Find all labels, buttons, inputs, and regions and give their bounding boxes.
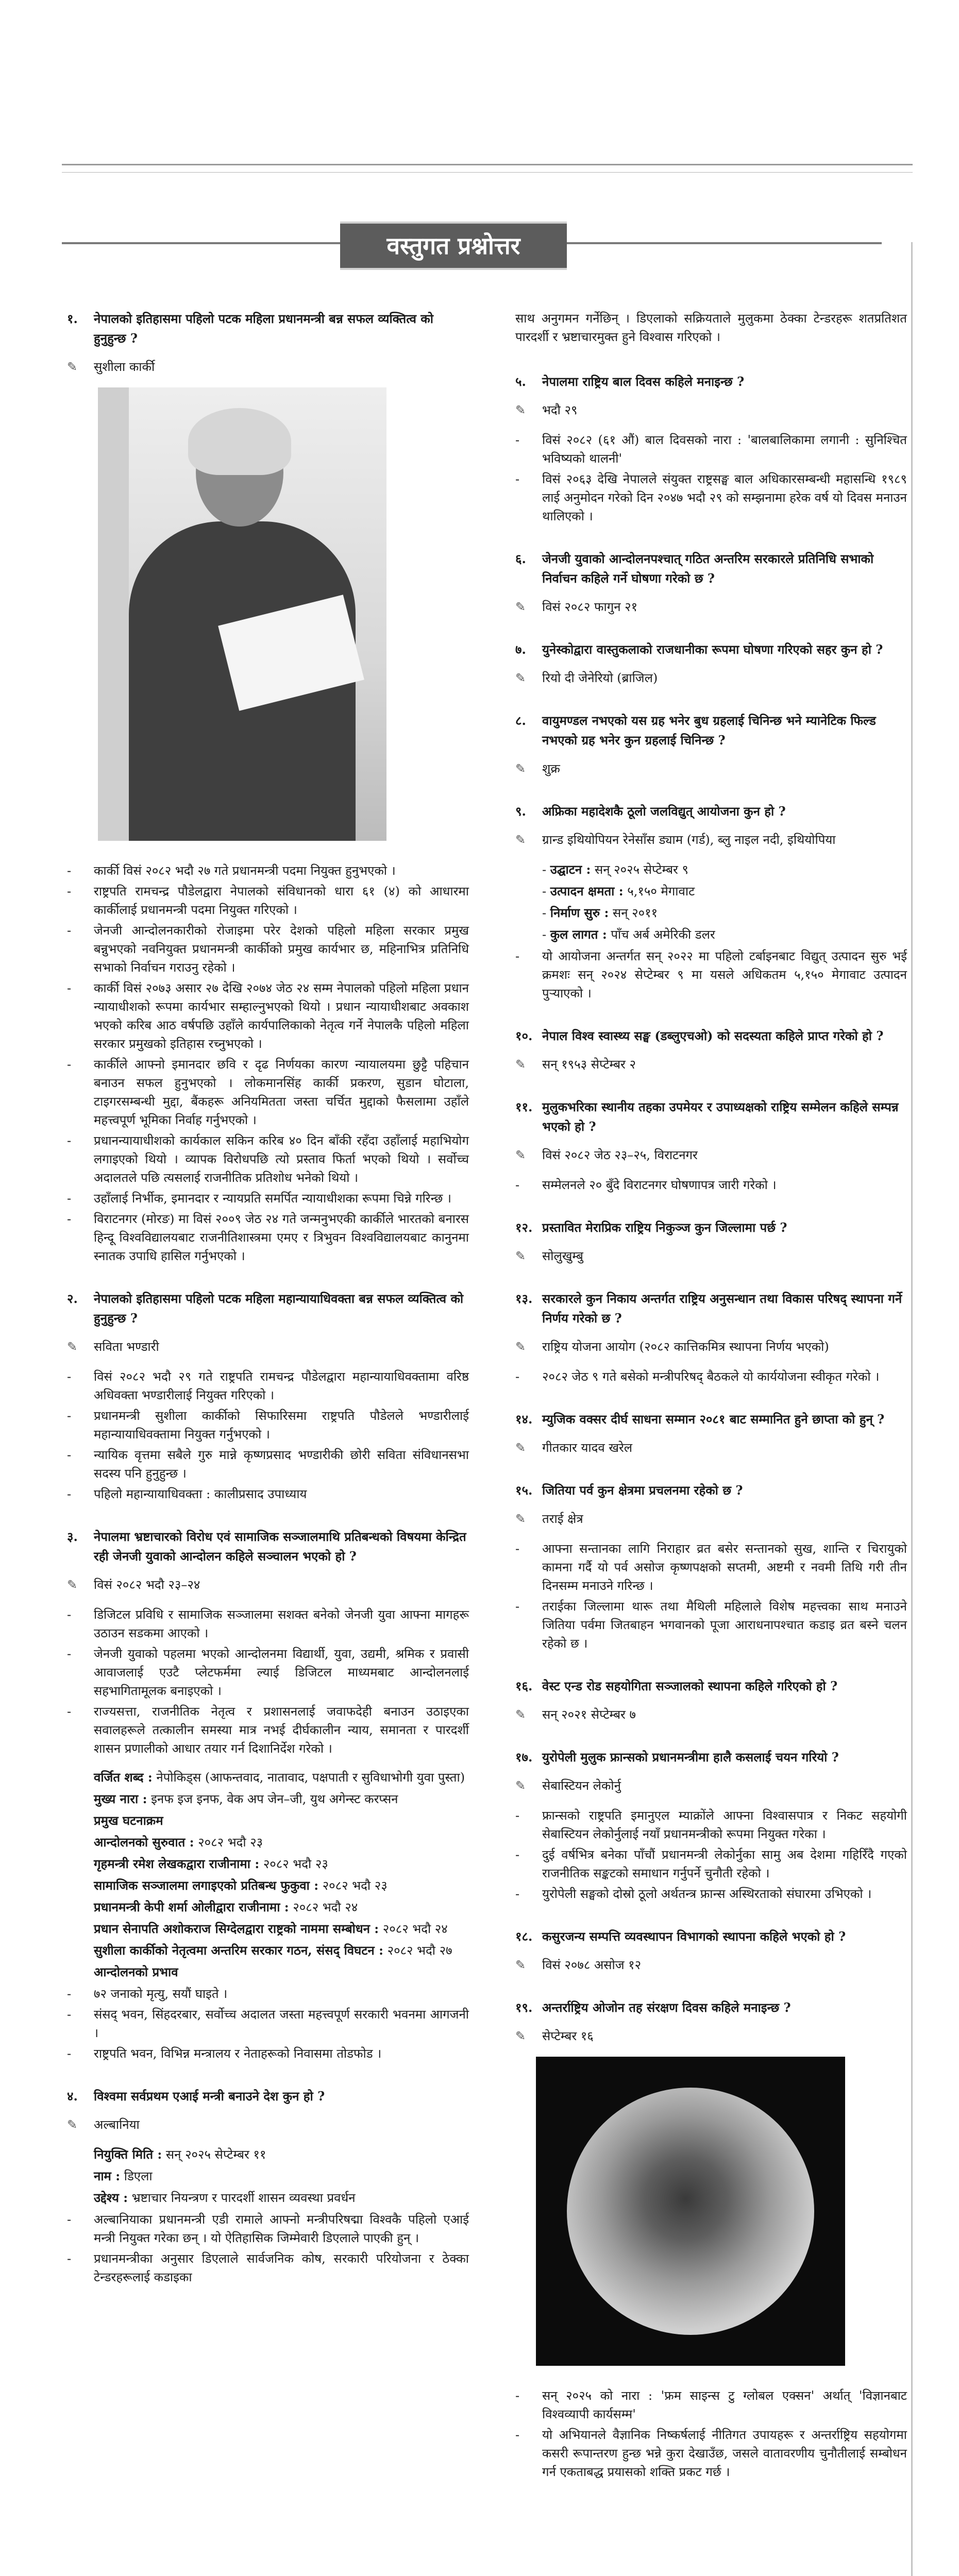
fact-line: सामाजिक सञ्जालमा लगाइएको प्रतिबन्ध फुकुवा : २०८२ भदौ २३ xyxy=(94,1878,388,1893)
points-list xyxy=(67,1985,469,2063)
question-11: ११. मुलुकभरिका स्थानीय तहका उपमेयर र उपाध्यक्षको राष्ट्रिय सम्मेलन कहिले सम्पन्न भएको हो ? ✎ विसं २०८२ जेठ २३–२५, विराटनगर - सम्मेलनले २० बुँदे विराटनगर घोषणापत्र जारी गरेको । xyxy=(515,1097,907,1194)
list-item: - आफ्ना सन्तानका लागि निराहार व्रत बसेर सन्तानको सुख, शान्ति र चिरायुको कामना गर्दै यो पर्व असोज कृष्णपक्षको सप्तमी, अष्टमी र नवमी तिथि गरी तीन दिनसम्म मनाउने गरिन्छ । xyxy=(515,1541,907,1593)
fact-line: आन्दोलनको सुरुवात : २०८२ भदौ २३ xyxy=(94,1835,263,1850)
list-item: - सन् २०२५ को नारा : 'फ्रम साइन्स टु ग्लोबल एक्सन' अर्थात् 'विज्ञानबाट विश्वव्यापी कार्यसम्म' xyxy=(515,2388,907,2421)
section-header xyxy=(0,216,959,273)
list-item: - विसं २०८२ (६१ औं) बाल दिवसको नारा : 'बालबालिकामा लगानी : सुनिश्चित भविष्यको थालनी' xyxy=(515,433,907,466)
pencil-icon: ✎ xyxy=(515,1707,526,1722)
question-14: १४. म्युजिक वक्सर दीर्घ साधना सम्मान २०८१ बाट सम्मानित हुने छाप्ता को हुन् ? ✎ गीतकार यादव खरेल xyxy=(515,1410,907,1457)
pencil-icon: ✎ xyxy=(515,1057,526,1072)
question-9: ९. अफ्रिका महादेशकै ठूलो जलविद्युत् आयोजना कुन हो ? ✎ ग्रान्ड इथियोपियन रेनेसाँस ड्याम (गर्ड), ब्लु नाइल नदी, इथियोपिया - उद्घाटन : सन् २०२५ सेप्टेम्बर ९ - उत्पादन क्षमता : ५,१५० मेगावाट - निर्माण सुरु : सन् २०११ - कुल लागत : पाँच अर्ब अमेरिकी डलर - यो आयोजना अन्तर्गत सन् २०२२ मा पहिलो टर्बाइनबाट विद्युत् उत्पादन सुरु भई क्रमशः सन् २०२४ सेप्टेम्बर ९ मा यसले अधिकतम ५,१५० मेगावाट उत्पादन पुऱ्याएको । xyxy=(515,802,907,1003)
list-item: - कार्कीले आफ्नो इमानदार छवि र दृढ निर्णयका कारण न्यायालयमा छुट्टै पहिचान बनाउन सफल हुनुभएको । लोकमानसिंह कार्की प्रकरण, सुडान घोटाला, टाइगरसम्बन्धी मुद्दा, बैंकहरू अनियमितता जस्ता चर्चित मुद्दाको फैसलामा उहाँले महत्त्वपूर्ण भूमिका निर्वाह गर्नुभएको । xyxy=(67,1057,469,1127)
fact-line: नियुक्ति मिति : सन् २०२५ सेप्टेम्बर ११ xyxy=(94,2147,266,2162)
pencil-icon: ✎ xyxy=(67,2117,78,2132)
pencil-icon: ✎ xyxy=(67,1578,78,1592)
list-item: - जेनजी युवाको पहलमा भएको आन्दोलनमा विद्यार्थी, युवा, उद्यमी, श्रमिक र प्रवासी आवाजलाई एउटै प्लेटफर्ममा ल्याई डिजिटल माध्यमबाट आन्दोलनलाई सहभागितामूलक बनाइएको । xyxy=(67,1647,469,1698)
question-number: २. xyxy=(67,1291,78,1306)
fact-line: आन्दोलनको प्रभाव xyxy=(94,1964,178,1979)
question-number: ३. xyxy=(67,1529,78,1544)
list-item: - उहाँलाई निर्भीक, इमानदार र न्यायप्रति समर्पित न्यायाधीशका रूपमा चिन्ने गरिन्छ । xyxy=(67,1191,452,1206)
list-item: - प्रधानमन्त्रीका अनुसार डिएलाले सार्वजनिक कोष, सरकारी परियोजना र ठेक्का टेन्डरहरूलाई कडाइका xyxy=(67,2251,469,2284)
fact-line: - उद्घाटन : सन् २०२५ सेप्टेम्बर ९ xyxy=(542,862,688,877)
pencil-icon: ✎ xyxy=(515,1512,526,1526)
points-list xyxy=(67,2210,469,2286)
right-column xyxy=(515,309,907,2505)
list-item: - यो अभियानले वैज्ञानिक निष्कर्षलाई नीतिगत उपायहरू र अन्तर्राष्ट्रिय सहयोगमा कसरी रूपान्तरण हुन्छ भन्ने कुरा देखाउँछ, जसले वातावरणीय चुनौतीलाई सम्बोधन गर्न एकताबद्ध प्रयासको शक्ति प्रकट गर्छ । xyxy=(515,2428,907,2479)
list-item: - सम्मेलनले २० बुँदे विराटनगर घोषणापत्र जारी गरेको । xyxy=(515,1178,777,1192)
question-3 xyxy=(67,1527,469,2063)
list-item: - संसद् भवन, सिंहदरबार, सर्वोच्च अदालत जस्ता महत्त्वपूर्ण सरकारी भवनमा आगजनी । xyxy=(67,2007,469,2040)
pencil-icon: ✎ xyxy=(515,761,526,776)
question-18: १८. कसुरजन्य सम्पत्ति व्यवस्थापन विभागको स्थापना कहिले भएको हो ? ✎ विसं २०७८ असोज १२ xyxy=(515,1927,907,1974)
question-8: ८. वायुमण्डल नभएको यस ग्रह भनेर बुध ग्रहलाई चिनिन्छ भने म्यानेटिक फिल्ड नभएको ग्रह भनेर कुन ग्रहलाई चिनिन्छ ? ✎ शुक्र xyxy=(515,711,907,778)
list-item: - कार्की विसं २०७३ असार २७ देखि २०७४ जेठ २४ सम्म नेपालको पहिलो महिला प्रधान न्यायाधीशको रूपमा कार्यभार सम्हाल्नुभएको थियो । प्रधान न्यायाधीशबाट अवकाश भएको करिब आठ वर्षपछि उहाँले कार्यपालिकाको नेतृत्व गर्ने नेपालकै पहिलो महिला सरकार प्रमुखको इतिहास रच्नुभएको । xyxy=(67,981,469,1051)
pencil-icon: ✎ xyxy=(515,1958,526,1972)
list-item: - फ्रान्सको राष्ट्रपति इमानुएल म्याक्रोंले आफ्ना विश्वासपात्र र निकट सहयोगी सेबास्टियन लेकोर्नुलाई नयाँ प्रधानमन्त्रीको रूपमा नियुक्त गरेका । xyxy=(515,1808,907,1841)
answer-text: अल्बानिया xyxy=(94,2117,140,2132)
question-text: नेपालको इतिहासमा पहिलो पटक महिला प्रधानमन्त्री बन्न सफल व्यक्तित्व को हुनुहुन्छ ? xyxy=(94,311,433,346)
points-list xyxy=(67,1605,469,1758)
question-number: १. xyxy=(67,311,78,326)
pencil-icon: ✎ xyxy=(515,1440,526,1455)
pencil-icon: ✎ xyxy=(515,671,526,685)
answer-text: विसं २०८२ भदौ २३–२४ xyxy=(94,1578,200,1592)
points-list xyxy=(67,1367,469,1503)
fact-line: गृहमन्त्री रमेश लेखकद्वारा राजीनामा : २०८२ भदौ २३ xyxy=(94,1856,328,1871)
pencil-icon: ✎ xyxy=(67,360,78,374)
fact-line: मुख्य नारा : इनफ इज इनफ, वेक अप जेन–जी, युथ अगेन्स्ट करप्सन xyxy=(94,1791,398,1806)
fact-line: प्रमुख घटनाक्रम xyxy=(94,1813,163,1828)
list-item: - विसं २०८२ भदौ २९ गते राष्ट्रपति रामचन्द्र पौडेलद्वारा महान्यायाधिवक्तामा वरिष्ठ अधिवक्ता भण्डारीलाई नियुक्त गरिएको । xyxy=(67,1369,469,1402)
right-margin-rule xyxy=(911,242,913,2576)
pencil-icon: ✎ xyxy=(515,1148,526,1162)
question-number: ४. xyxy=(67,2089,78,2104)
question-1 xyxy=(67,309,469,1265)
question-text: नेपालमा भ्रष्टाचारको विरोध एवं सामाजिक सञ्जालमाथि प्रतिबन्धको विषयमा केन्द्रित रही जेनजी युवाको आन्दोलन कहिले सञ्चालन भएको हो ? xyxy=(94,1529,466,1564)
points-list xyxy=(67,861,469,1265)
question-text: विश्वमा सर्वप्रथम एआई मन्त्री बनाउने देश कुन हो ? xyxy=(94,2089,325,2104)
list-item: - राष्ट्रपति रामचन्द्र पौडेलद्वारा नेपालको संविधानको धारा ६१ (४) को आधारमा कार्कीलाई प्रधानमन्त्री पदमा नियुक्त गरिएको । xyxy=(67,884,469,917)
list-item: - दुई वर्षभित्र बनेका पाँचौं प्रधानमन्त्री लेकोर्नुका सामु अब देशमा गहिरिँदै गएको राजनीतिक सङ्कटको समाधान गर्नुपर्ने चुनौती रहेको । xyxy=(515,1848,907,1880)
pencil-icon: ✎ xyxy=(515,2029,526,2043)
pencil-icon: ✎ xyxy=(515,1340,526,1354)
left-column xyxy=(67,309,469,2310)
list-item: - जेनजी आन्दोलनकारीको रोजाइमा परेर देशको पहिलो महिला सरकार प्रमुख बन्नुभएको नवनियुक्त प्रधानमन्त्री कार्कीको प्रमुख कार्यभार छ, महिनाभित्र प्रतिनिधि सभाको निर्वाचन गराउनु रहेको । xyxy=(67,923,469,975)
question-10: १०. नेपाल विश्व स्वास्थ्य सङ्घ (डब्लुएचओ) को सदस्यता कहिले प्राप्त गरेको हो ? ✎ सन् १९५३ सेप्टेम्बर २ xyxy=(515,1026,907,1074)
top-rule xyxy=(62,164,913,165)
question-text: नेपालको इतिहासमा पहिलो पटक महिला महान्यायाधिवक्ता बन्न सफल व्यक्तित्व को हुनुहुन्छ ? xyxy=(94,1291,464,1326)
question-4 xyxy=(67,2087,469,2286)
fact-line: वर्जित शब्द : नेपोकिड्स (आफन्तवाद, नातावाद, पक्षपाती र सुविधाभोगी युवा पुस्ता) xyxy=(94,1770,465,1785)
list-item: - युरोपेली सङ्घको दोस्रो ठूलो अर्थतन्त्र फ्रान्स अस्थिरताको संघारमा उभिएको । xyxy=(515,1887,872,1901)
fact-line: - उत्पादन क्षमता : ५,१५० मेगावाट xyxy=(542,884,695,899)
pencil-icon: ✎ xyxy=(67,1340,78,1354)
question-19: १९. अन्तर्राष्ट्रिय ओजोन तह संरक्षण दिवस कहिले मनाइन्छ ? ✎ सेप्टेम्बर १६ - सन् २०२५ को नारा : 'फ्रम साइन्स टु ग्लोबल एक्सन' अर्थात् 'विज्ञानबाट विश्वव्यापी कार्यसम्म' - यो अभियानले वैज्ञानिक निष्कर्षलाई नीतिगत उपायहरू र अन्तर्राष्ट्रिय सहयोगमा कसरी रूपान्तरण हुन्छ भन्ने कुरा देखाउँछ, जसले वातावरणीय चुनौतीलाई सम्बोधन गर्न एकताबद्ध प्रयासको शक्ति प्रकट गर्छ । xyxy=(515,1998,907,2481)
list-item: - प्रधानमन्त्री सुशीला कार्कीको सिफारिसमा राष्ट्रपति पौडेलले भण्डारीलाई महान्यायाधिवक्तामा नियुक्त गर्नुभएको । xyxy=(67,1409,469,1442)
list-item: - यो आयोजना अन्तर्गत सन् २०२२ मा पहिलो टर्बाइनबाट विद्युत् उत्पादन सुरु भई क्रमशः सन् २०२४ सेप्टेम्बर ९ मा यसले अधिकतम ५,१५० मेगावाट उत्पादन पुऱ्याएको । xyxy=(515,949,907,1001)
pencil-icon: ✎ xyxy=(515,403,526,417)
question-12: १२. प्रस्तावित मेराप्रिक राष्ट्रिय निकुञ्ज कुन जिल्लामा पर्छ ? ✎ सोलुखुम्बु xyxy=(515,1218,907,1265)
fact-line: उद्देश्य : भ्रष्टाचार नियन्त्रण र पारदर्शी शासन व्यवस्था प्रवर्धन xyxy=(94,2190,356,2205)
ozone-globe-photo xyxy=(536,2057,845,2366)
list-item: - २०८२ जेठ ९ गते बसेको मन्त्रीपरिषद् बैठकले यो कार्ययोजना स्वीकृत गरेको । xyxy=(515,1369,880,1384)
question-5: ५. नेपालमा राष्ट्रिय बाल दिवस कहिले मनाइन्छ ? ✎ भदौ २९ - विसं २०८२ (६१ औं) बाल दिवसको नारा : 'बालबालिकामा लगानी : सुनिश्चित भविष्यको थालनी' - विसं २०६३ देखि नेपालले संयुक्त राष्ट्रसङ्घ बाल अधिकारसम्बन्धी महासन्धि १९८९ लाई अनुमोदन गरेको दिन २०४७ भदौ २९ को सम्झनामा हरेक वर्ष यो दिवस मनाउन थालिएको । xyxy=(515,372,907,526)
question-2 xyxy=(67,1289,469,1503)
list-item: - अल्बानियाका प्रधानमन्त्री एडी रामाले आफ्नो मन्त्रीपरिषद्मा विश्वकै पहिलो एआई मन्त्री नियुक्त गरेका छन् । यो ऐतिहासिक जिम्मेवारी डिएलाले पाएकी हुन् । xyxy=(67,2212,469,2245)
list-item: - राज्यसत्ता, राजनीतिक नेतृत्व र प्रशासनलाई जवाफदेही बनाउन उठाइएका सवालहरूले तत्कालीन समस्या मात्र नभई दीर्घकालीन न्याय, समानता र पारदर्शी शासन प्रणालीको आधार तयार गर्न दिशानिर्देश गरेको । xyxy=(67,1704,469,1756)
fact-line: प्रधान सेनापति अशोकराज सिग्देलद्वारा राष्ट्रको नाममा सम्बोधन : २०८२ भदौ २४ xyxy=(94,1921,448,1936)
fact-line: नाम : डिएला xyxy=(94,2168,153,2183)
list-item: - विराटनगर (मोरङ) मा विसं २००९ जेठ २४ गते जन्मनुभएकी कार्कीले भारतको बनारस हिन्दू विश्वविद्यालयबाट राजनीतिशास्त्रमा एमए र त्रिभुवन विश्वविद्यालयबाट कानुनमा स्नातक उपाधि हासिल गर्नुभएको । xyxy=(67,1212,469,1263)
fact-line: सुशीला कार्कीको नेतृत्वमा अन्तरिम सरकार गठन, संसद् विघटन : २०८२ भदौ २७ xyxy=(94,1943,452,1958)
pencil-icon: ✎ xyxy=(515,1249,526,1263)
list-item: - डिजिटल प्रविधि र सामाजिक सञ्जालमा सशक्त बनेको जेनजी युवा आफ्ना मागहरू उठाउन सडकमा आएको । xyxy=(67,1607,469,1640)
answer-text: सुशीला कार्की xyxy=(94,360,155,374)
question-16: १६. वेस्ट एन्ड रोड सहयोगिता सञ्जालको स्थापना कहिले गरिएको हो ? ✎ सन् २०२१ सेप्टेम्बर ७ xyxy=(515,1676,907,1724)
list-item: - तराईका जिल्लामा थारू तथा मैथिली महिलाले विशेष महत्त्वका साथ मनाउने जितिया पर्वमा जितबाहन भगवानको पूजा आराधनापश्चात कडाइ व्रत बस्ने चलन रहेको छ । xyxy=(515,1599,907,1651)
section-title: वस्तुगत प्रश्नोत्तर xyxy=(340,222,567,270)
question-6: ६. जेनजी युवाको आन्दोलनपश्चात् गठित अन्तरिम सरकारले प्रतिनिधि सभाको निर्वाचन कहिले गर्ने घोषणा गरेको छ ? ✎ विसं २०८२ फागुन २१ xyxy=(515,549,907,616)
pencil-icon: ✎ xyxy=(515,1778,526,1793)
list-item: - पहिलो महान्यायाधिवक्ता : कालीप्रसाद उपाध्याय xyxy=(67,1487,307,1501)
question-7: ७. युनेस्कोद्वारा वास्तुकलाको राजधानीका रूपमा घोषणा गरिएको सहर कुन हो ? ✎ रियो दी जेनेरियो (ब्राजिल) xyxy=(515,640,907,687)
fact-line: प्रधानमन्त्री केपी शर्मा ओलीद्वारा राजीनामा : २०८२ भदौ २४ xyxy=(94,1900,358,1914)
list-item: - विसं २०६३ देखि नेपालले संयुक्त राष्ट्रसङ्घ बाल अधिकारसम्बन्धी महासन्धि १९८९ लाई अनुमोदन गरेको दिन २०४७ भदौ २९ को सम्झनामा हरेक वर्ष यो दिवस मनाउन थालिएको । xyxy=(515,472,907,523)
list-item: - न्यायिक वृत्तमा सबैले गुरु मान्ने कृष्णप्रसाद भण्डारीकी छोरी सविता संविधानसभा सदस्य पनि हुनुहुन्छ । xyxy=(67,1448,469,1481)
question-17: १७. युरोपेली मुलुक फ्रान्सको प्रधानमन्त्रीमा हालै कसलाई चयन गरियो ? ✎ सेबास्टियन लेकोर्नु - फ्रान्सको राष्ट्रपति इमानुएल म्याक्रोंले आफ्ना विश्वासपात्र र निकट सहयोगी सेबास्टियन लेकोर्नुलाई नयाँ प्रधानमन्त्रीको रूपमा नियुक्त गरेका । - दुई वर्षभित्र बनेका पाँचौं प्रधानमन्त्री लेकोर्नुका सामु अब देशमा गहिरिँदै गएको राजनीतिक सङ्कटको समाधान गर्नुपर्ने चुनौती रहेको । - युरोपेली सङ्घको दोस्रो ठूलो अर्थतन्त्र फ्रान्स अस्थिरताको संघारमा उभिएको । xyxy=(515,1748,907,1903)
fact-line: - कुल लागत : पाँच अर्ब अमेरिकी डलर xyxy=(542,927,715,942)
answer-text: सविता भण्डारी xyxy=(94,1340,159,1354)
continued-text: साथ अनुगमन गर्नेछिन् । डिएलाको सक्रियताले मुलुकमा ठेक्का टेन्डरहरू शतप्रतिशत पारदर्शी र भ्रष्टाचारमुक्त हुने विश्वास गरिएको । xyxy=(515,311,907,344)
pencil-icon: ✎ xyxy=(515,833,526,847)
top-rule-thin xyxy=(62,172,913,173)
list-item: - ७२ जनाको मृत्यु, सयौं घाइते । xyxy=(67,1987,228,2001)
fact-line: - निर्माण सुरु : सन् २०११ xyxy=(542,905,658,920)
list-item: - प्रधानन्यायाधीशको कार्यकाल सकिन करिब ४० दिन बाँकी रहँदा उहाँलाई महाभियोग लगाइएको थियो । व्यापक विरोधपछि त्यो प्रस्ताव फिर्ता भएको थियो । सर्वोच्च अदालतले पछि त्यसलाई राजनीतिक प्रतिशोध भनेको थियो । xyxy=(67,1133,469,1185)
pencil-icon: ✎ xyxy=(515,600,526,614)
question-15: १५. जितिया पर्व कुन क्षेत्रमा प्रचलनमा रहेको छ ? ✎ तराई क्षेत्र - आफ्ना सन्तानका लागि निराहार व्रत बसेर सन्तानको सुख, शान्ति र चिरायुको कामना गर्दै यो पर्व असोज कृष्णपक्षको सप्तमी, अष्टमी र नवमी तिथि गरी तीन दिनसम्म मनाउने गरिन्छ । - तराईका जिल्लामा थारू तथा मैथिली महिलाले विशेष महत्त्वका साथ मनाउने जितिया पर्वमा जितबाहन भगवानको पूजा आराधनापश्चात कडाइ व्रत बस्ने चलन रहेको छ । xyxy=(515,1481,907,1653)
list-item: - कार्की विसं २०८२ भदौ २७ गते प्रधानमन्त्री पदमा नियुक्त हुनुभएको । xyxy=(67,863,396,878)
list-item: - राष्ट्रपति भवन, विभिन्न मन्त्रालय र नेताहरूको निवासमा तोडफोड । xyxy=(67,2046,382,2061)
question-13: १३. सरकारले कुन निकाय अन्तर्गत राष्ट्रिय अनुसन्धान तथा विकास परिषद् स्थापना गर्ने निर्णय गरेको छ ? ✎ राष्ट्रिय योजना आयोग (२०८२ कात्तिकमित्र स्थापना निर्णय भएको) - २०८२ जेठ ९ गते बसेको मन्त्रीपरिषद् बैठकले यो कार्ययोजना स्वीकृत गरेको । xyxy=(515,1289,907,1386)
portrait-photo xyxy=(98,387,386,841)
